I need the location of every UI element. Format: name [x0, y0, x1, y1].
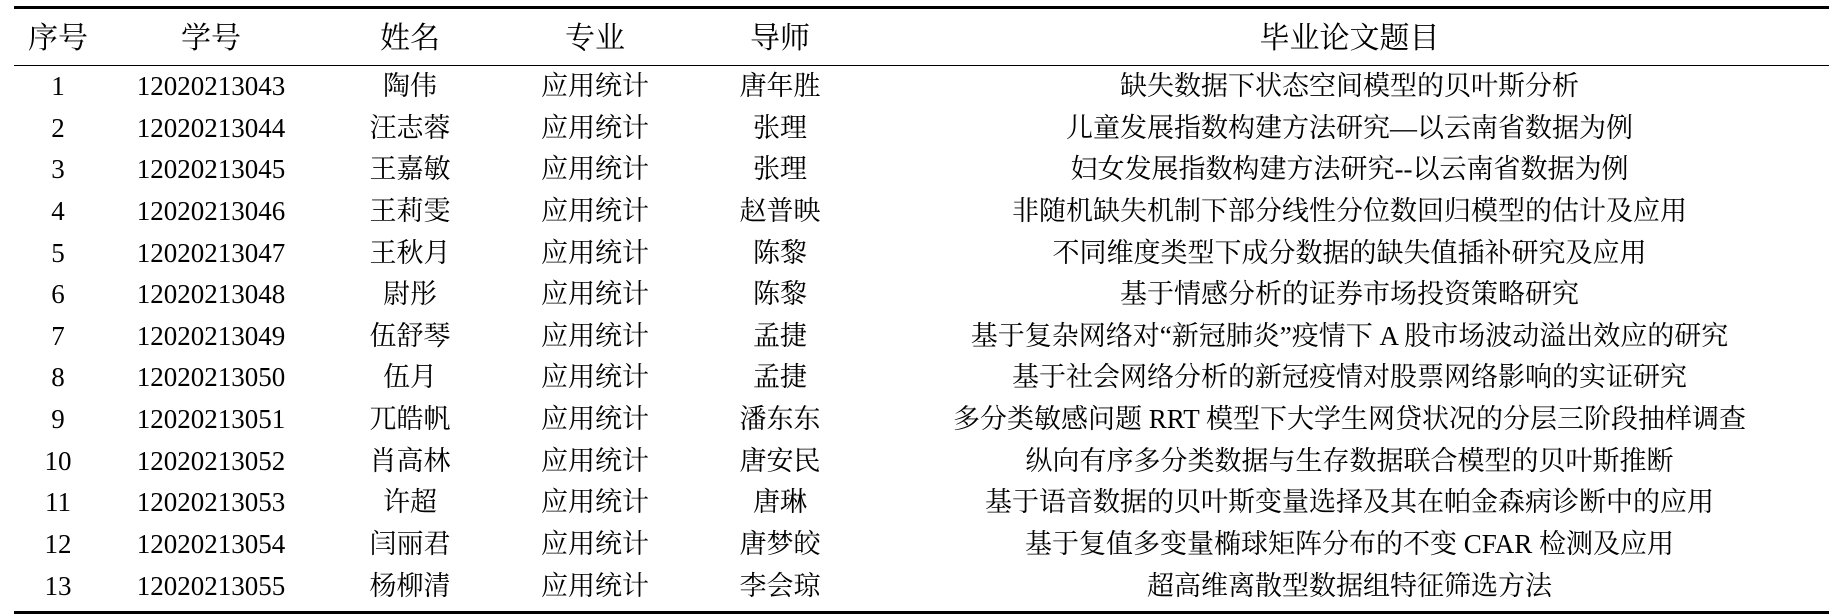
table-row [14, 524, 1829, 566]
table-row [14, 274, 1829, 316]
cell-advisor: 唐安民 [739, 445, 821, 476]
cell-name: 许超 [383, 487, 437, 518]
table-header-row [14, 8, 1829, 66]
cell-major: 应用统计 [500, 566, 690, 613]
column-header-id: 学号 [181, 22, 241, 55]
cell-no: 1 [51, 71, 65, 101]
cell-name: 肖高林 [369, 445, 451, 476]
cell-major: 应用统计 [541, 237, 649, 268]
cell-title: 基于情感分析的证券市场投资策略研究 [1120, 279, 1579, 310]
cell-no: 13 [14, 566, 102, 613]
cell-name: 兀皓帆 [369, 404, 451, 434]
table-row [14, 191, 1829, 233]
cell-major: 应用统计 [541, 404, 649, 434]
cell-id: 12020213055 [102, 566, 320, 613]
cell-id: 12020213047 [136, 237, 286, 268]
cell-advisor: 陈黎 [753, 279, 807, 310]
cell-name: 陶伟 [383, 71, 437, 101]
cell-no: 9 [51, 404, 65, 434]
column-header-no: 序号 [28, 22, 88, 55]
cell-major: 应用统计 [541, 154, 649, 185]
table-row [14, 357, 1829, 399]
cell-id: 12020213045 [136, 154, 286, 185]
cell-title: 基于复杂网络对“新冠肺炎”疫情下 A 股市场波动溢出效应的研究 [970, 320, 1729, 351]
cell-major: 应用统计 [541, 71, 649, 101]
cell-title: 不同维度类型下成分数据的缺失值插补研究及应用 [1052, 237, 1647, 268]
cell-id: 12020213044 [136, 112, 286, 143]
table-row [14, 316, 1829, 358]
cell-id: 12020213051 [136, 404, 286, 434]
cell-advisor: 赵普映 [739, 195, 821, 226]
cell-name: 王秋月 [369, 237, 451, 268]
table-body [14, 66, 1829, 613]
cell-name: 尉彤 [383, 279, 437, 310]
table-row [14, 108, 1829, 150]
cell-title: 基于复值多变量椭球矩阵分布的不变 CFAR 检测及应用 [1024, 528, 1675, 559]
cell-name: 王莉雯 [369, 195, 451, 226]
cell-no: 6 [51, 279, 65, 310]
cell-major: 应用统计 [541, 320, 649, 351]
cell-advisor: 潘东东 [739, 404, 821, 434]
cell-advisor: 孟捷 [753, 362, 807, 393]
table-row [14, 482, 1829, 524]
cell-title: 儿童发展指数构建方法研究—以云南省数据为例 [1066, 112, 1633, 143]
table-row [14, 399, 1829, 441]
cell-id: 12020213049 [136, 320, 286, 351]
cell-major: 应用统计 [541, 445, 649, 476]
cell-no: 3 [51, 154, 65, 185]
cell-major: 应用统计 [541, 362, 649, 393]
cell-name: 王嘉敏 [369, 154, 451, 185]
table-row [14, 149, 1829, 191]
cell-title: 非随机缺失机制下部分线性分位数回归模型的估计及应用 [1012, 195, 1687, 226]
column-header-advisor: 导师 [750, 22, 810, 55]
cell-major: 应用统计 [541, 528, 649, 559]
cell-title: 超高维离散型数据组特征筛选方法 [870, 566, 1829, 613]
cell-no: 12 [44, 528, 72, 559]
cell-no: 10 [44, 445, 72, 476]
cell-name: 杨柳清 [320, 566, 500, 613]
cell-id: 12020213052 [136, 445, 286, 476]
cell-advisor: 唐梦皎 [739, 528, 821, 559]
cell-no: 8 [51, 362, 65, 393]
cell-no: 5 [51, 237, 65, 268]
cell-name: 汪志蓉 [369, 112, 451, 143]
cell-id: 12020213043 [136, 71, 286, 101]
cell-advisor: 陈黎 [753, 237, 807, 268]
cell-title: 基于社会网络分析的新冠疫情对股票网络影响的实证研究 [1012, 362, 1687, 393]
cell-id: 12020213050 [136, 362, 286, 393]
cell-title: 缺失数据下状态空间模型的贝叶斯分析 [1120, 71, 1579, 101]
cell-title: 多分类敏感问题 RRT 模型下大学生网贷状况的分层三阶段抽样调查 [953, 404, 1746, 434]
cell-name: 闫丽君 [369, 528, 451, 559]
cell-major: 应用统计 [541, 279, 649, 310]
cell-major: 应用统计 [541, 487, 649, 518]
column-header-major: 专业 [565, 22, 625, 55]
cell-name: 伍月 [383, 362, 437, 393]
cell-no: 2 [51, 112, 65, 143]
table-row [14, 441, 1829, 483]
thesis-list-table [14, 6, 1829, 614]
cell-advisor: 唐年胜 [739, 71, 821, 101]
cell-id: 12020213053 [136, 487, 286, 518]
cell-title: 纵向有序多分类数据与生存数据联合模型的贝叶斯推断 [1025, 445, 1674, 476]
cell-advisor: 李会琼 [690, 566, 870, 613]
cell-no: 11 [45, 487, 71, 518]
table-header [14, 8, 1829, 66]
cell-title: 妇女发展指数构建方法研究--以云南省数据为例 [1070, 154, 1629, 185]
cell-major: 应用统计 [541, 112, 649, 143]
cell-id: 12020213048 [136, 279, 286, 310]
table-row [14, 233, 1829, 275]
cell-major: 应用统计 [541, 195, 649, 226]
cell-id: 12020213046 [136, 195, 286, 226]
column-header-name: 姓名 [380, 22, 440, 55]
cell-no: 4 [51, 195, 65, 226]
table-row [14, 66, 1829, 108]
cell-advisor: 张理 [753, 154, 807, 185]
cell-advisor: 孟捷 [753, 320, 807, 351]
cell-name: 伍舒琴 [369, 320, 451, 351]
column-header-title: 毕业论文题目 [1259, 22, 1440, 55]
cell-no: 7 [51, 320, 65, 351]
cell-title: 基于语音数据的贝叶斯变量选择及其在帕金森病诊断中的应用 [985, 487, 1714, 518]
cell-advisor: 张理 [753, 112, 807, 143]
cell-id: 12020213054 [136, 528, 286, 559]
cell-advisor: 唐琳 [753, 487, 807, 518]
